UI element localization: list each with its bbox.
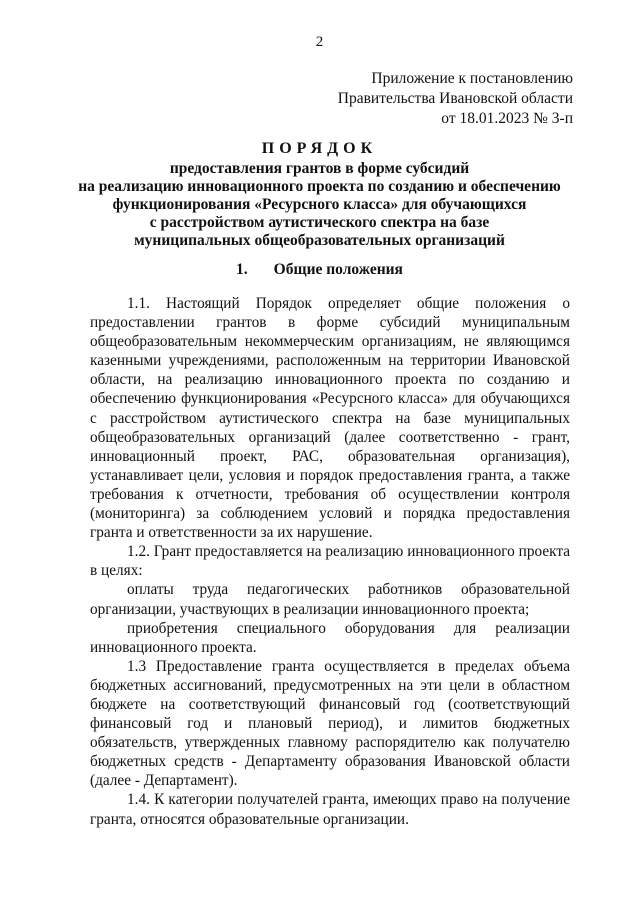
document-body [90,294,570,829]
paragraph: 1.4. К категории получателей гранта, имеющих право на получение гранта, относятся образовательные организации. [90,791,570,828]
section-title: Общие положения [273,261,403,278]
subtitle-line: предоставления грантов в форме субсидий [169,160,470,177]
subtitle-line: с расстройством аутистического спектра на базе [149,214,490,231]
appendix-line: от 18.01.2023 № 3-п [441,110,573,127]
subtitle-line: на реализацию инновационного проекта по созданию и обеспечению [78,178,561,195]
document-title: ПОРЯДОК [261,140,378,157]
paragraph: оплаты труда педагогических работников образовательной организации, участвующих в реализации инновационного проекта; [90,581,570,618]
subtitle-line: функционирования «Ресурсного класса» для обучающихся [112,196,527,213]
document-subtitle [40,160,599,250]
paragraph: приобретения специального оборудования для реализации инновационного проекта. [90,619,570,656]
paragraph: 1.2. Грант предоставляется на реализацию инновационного проекта в целях: [90,543,570,580]
page-number: 2 [315,34,324,50]
section-heading [0,261,639,279]
paragraph: 1.1. Настоящий Порядок определяет общие положения о предоставлении грантов в форме субсидий муниципальным общеобразовательным некоммерческим организациям, не являющимся казенными учреждениями, расположенным на территории Ивановской области, на реализацию инновационного проекта по созданию и обеспечению функционирования «Ресурсного класса» для обучающихся с расстройством аутистического спектра на базе муниципальных общеобразовательных организаций (далее соответственно - грант, инновационный проект, РАС, образовательная организация), устанавливает цели, условия и порядок предоставления гранта, а также требования к отчетности, требования об осуществлении контроля (мониторинга) за соблюдением условий и порядка предоставления гранта и ответственности за их нарушение. [90,295,570,542]
appendix-block [338,69,573,129]
appendix-line: Приложение к постановлению [371,70,573,87]
paragraph: 1.3 Предоставление гранта осуществляется в пределах объема бюджетных ассигнований, предусмотренных на эти цели в областном бюджете на соответствующий финансовый год (соответствующий финансовый год и плановый период), и лимитов бюджетных обязательств, утвержденных главному распорядителю как получателю бюджетных средств - Департаменту образования Ивановской области (далее - Департамент). [90,657,570,790]
subtitle-line: муниципальных общеобразовательных организаций [134,232,505,249]
appendix-line: Правительства Ивановской области [337,90,573,107]
section-number: 1. [236,261,248,278]
